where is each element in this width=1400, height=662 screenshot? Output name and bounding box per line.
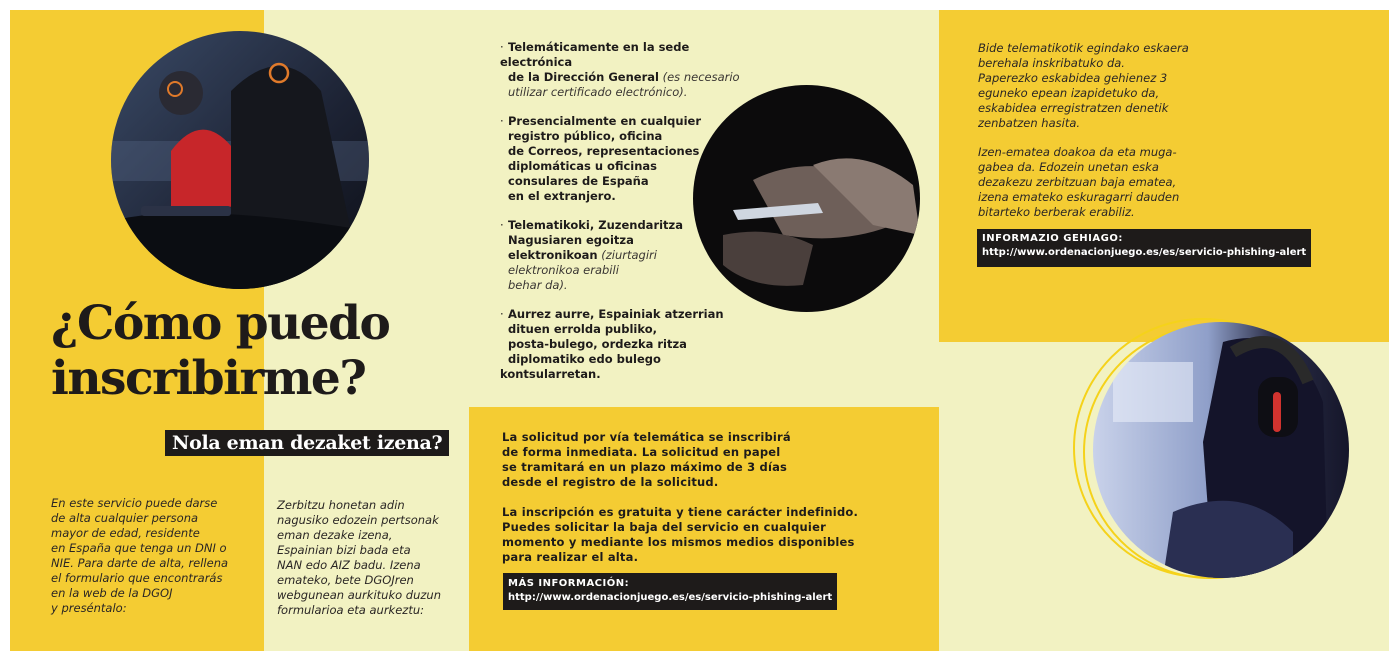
headphones-photo-drawing [1093,322,1349,578]
bullet-dot: · [500,114,504,128]
bullet-italic: behar da). [508,278,568,292]
bullet-italic: elektronikoa erabili [508,263,619,277]
title-line-1: ¿Cómo puedo [51,296,390,351]
intro-eu-line: emateko, bete DGOJren [277,573,414,587]
gamers-photo-drawing [111,31,369,289]
intro-es-line: NIE. Para darte de alta, rellena [51,556,229,570]
bullet-italic: (es necesario [662,70,740,84]
more-info-link[interactable]: http://www.ordenacionjuego.es/es/servicio-phishing-alert [508,592,833,603]
bullet-bold: Aurrez aurre, Espainiak atzerrian [508,307,724,321]
intro-es-line: de alta cualquier persona [51,511,199,525]
more-info-box-eu [977,229,1311,267]
intro-eu-line: nagusiko edozein pertsonak [277,513,439,527]
intro-eu-line: eman dezake izena, [277,528,393,542]
details-line: gabea da. Edozein unetan eska [978,160,1159,174]
details-line: bitarteko berberak erabiliz. [978,205,1135,219]
details-paragraph [502,430,902,490]
bullet-italic: (ziurtagiri [601,248,657,262]
headphones-gamer-photo [1093,322,1349,578]
bullet-bold: registro público, oficina [508,129,663,143]
title-line-2: inscribirme? [51,351,366,406]
intro-eu-line: Espainian bizi bada eta [277,543,411,557]
list-item [500,114,750,204]
details-line: desde el registro de la solicitud. [502,475,719,489]
bullet-bold: Telematikoki, Zuzendaritza [508,218,684,232]
bullet-dot: · [500,218,504,232]
intro-eu-line: NAN edo AIZ badu. Izena [277,558,421,572]
bullet-italic: utilizar certificado electrónico). [508,85,688,99]
details-line: Izen-ematea doakoa da eta muga- [978,145,1177,159]
details-line: izena emateko eskuragarri dauden [978,190,1180,204]
bullet-bold: dituen errolda publiko, [508,322,657,336]
list-item [500,40,750,100]
intro-es-line: el formulario que encontrarás [51,571,223,585]
bullet-dot: · [500,40,504,54]
gamers-photo [111,31,369,289]
intro-spanish [51,496,256,616]
bullet-bold: Presencialmente en cualquier [508,114,701,128]
bullet-bold: diplomatiko edo bulego kontsularretan. [500,352,661,381]
intro-basque [277,498,462,618]
intro-eu-line: Zerbitzu honetan adin [277,498,405,512]
details-line: dezakezu zerbitzuan baja ematea, [978,175,1177,189]
intro-eu-line: webgunean aurkituko duzun [277,588,441,602]
details-line: La solicitud por vía telemática se inscribirá [502,430,791,444]
details-line: berehala inskribatuko da. [978,56,1125,70]
intro-es-line: y preséntalo: [51,601,127,615]
bullet-bold: posta-bulego, ordezka ritza [508,337,687,351]
page-title [51,296,471,406]
submission-methods-list [500,40,750,396]
more-info-link[interactable]: http://www.ordenacionjuego.es/es/servicio-phishing-alert [982,247,1307,258]
details-line: eguneko epean izapidetuko da, [978,86,1160,100]
bullet-bold: en el extranjero. [508,189,616,203]
bullet-bold: diplomáticas u oficinas [508,159,658,173]
spanish-details-text [502,430,902,580]
bullet-dot: · [500,307,504,321]
bullet-bold: consulares de España [508,174,649,188]
subtitle-label: Nola eman dezaket izena? [165,430,449,456]
details-line: para realizar el alta. [502,550,639,564]
intro-eu-line: formularioa eta aurkeztu: [277,603,425,617]
bullet-bold: de Correos, representaciones [508,144,700,158]
more-info-box-es [503,573,837,610]
intro-es-line: en España que tenga un DNI o [51,541,227,555]
list-item [500,218,750,293]
details-line: eskabidea erregistratzen denetik [978,101,1169,115]
details-line: Bide telematikotik egindako eskaera [978,41,1189,55]
details-line: La inscripción es gratuita y tiene carácter indefinido. [502,505,859,519]
details-line: zenbatzen hasita. [978,116,1081,130]
bullet-bold: elektronikoan [508,248,598,262]
details-line: se tramitará en un plazo máximo de 3 días [502,460,788,474]
basque-details-text [978,41,1218,220]
bullet-bold: de la Dirección General [508,70,659,84]
intro-es-line: mayor de edad, residente [51,526,200,540]
more-info-label: MÁS INFORMACIÓN: [508,578,630,589]
list-item [500,307,750,382]
details-line: Puedes solicitar la baja del servicio en cualquier [502,520,826,534]
more-info-label: INFORMAZIO GEHIAGO: [982,233,1123,244]
bullet-bold: Telemáticamente en la sede electrónica [500,40,690,69]
details-line: Paperezko eskabidea gehienez 3 [978,71,1168,85]
details-paragraph [502,505,902,565]
details-line: momento y mediante los mismos medios disponibles [502,535,855,549]
bullet-bold: Nagusiaren egoitza [508,233,634,247]
intro-es-line: en la web de la DGOJ [51,586,173,600]
details-line: de forma inmediata. La solicitud en papel [502,445,781,459]
intro-es-line: En este servicio puede darse [51,496,218,510]
paragraph-gap [978,131,1218,145]
